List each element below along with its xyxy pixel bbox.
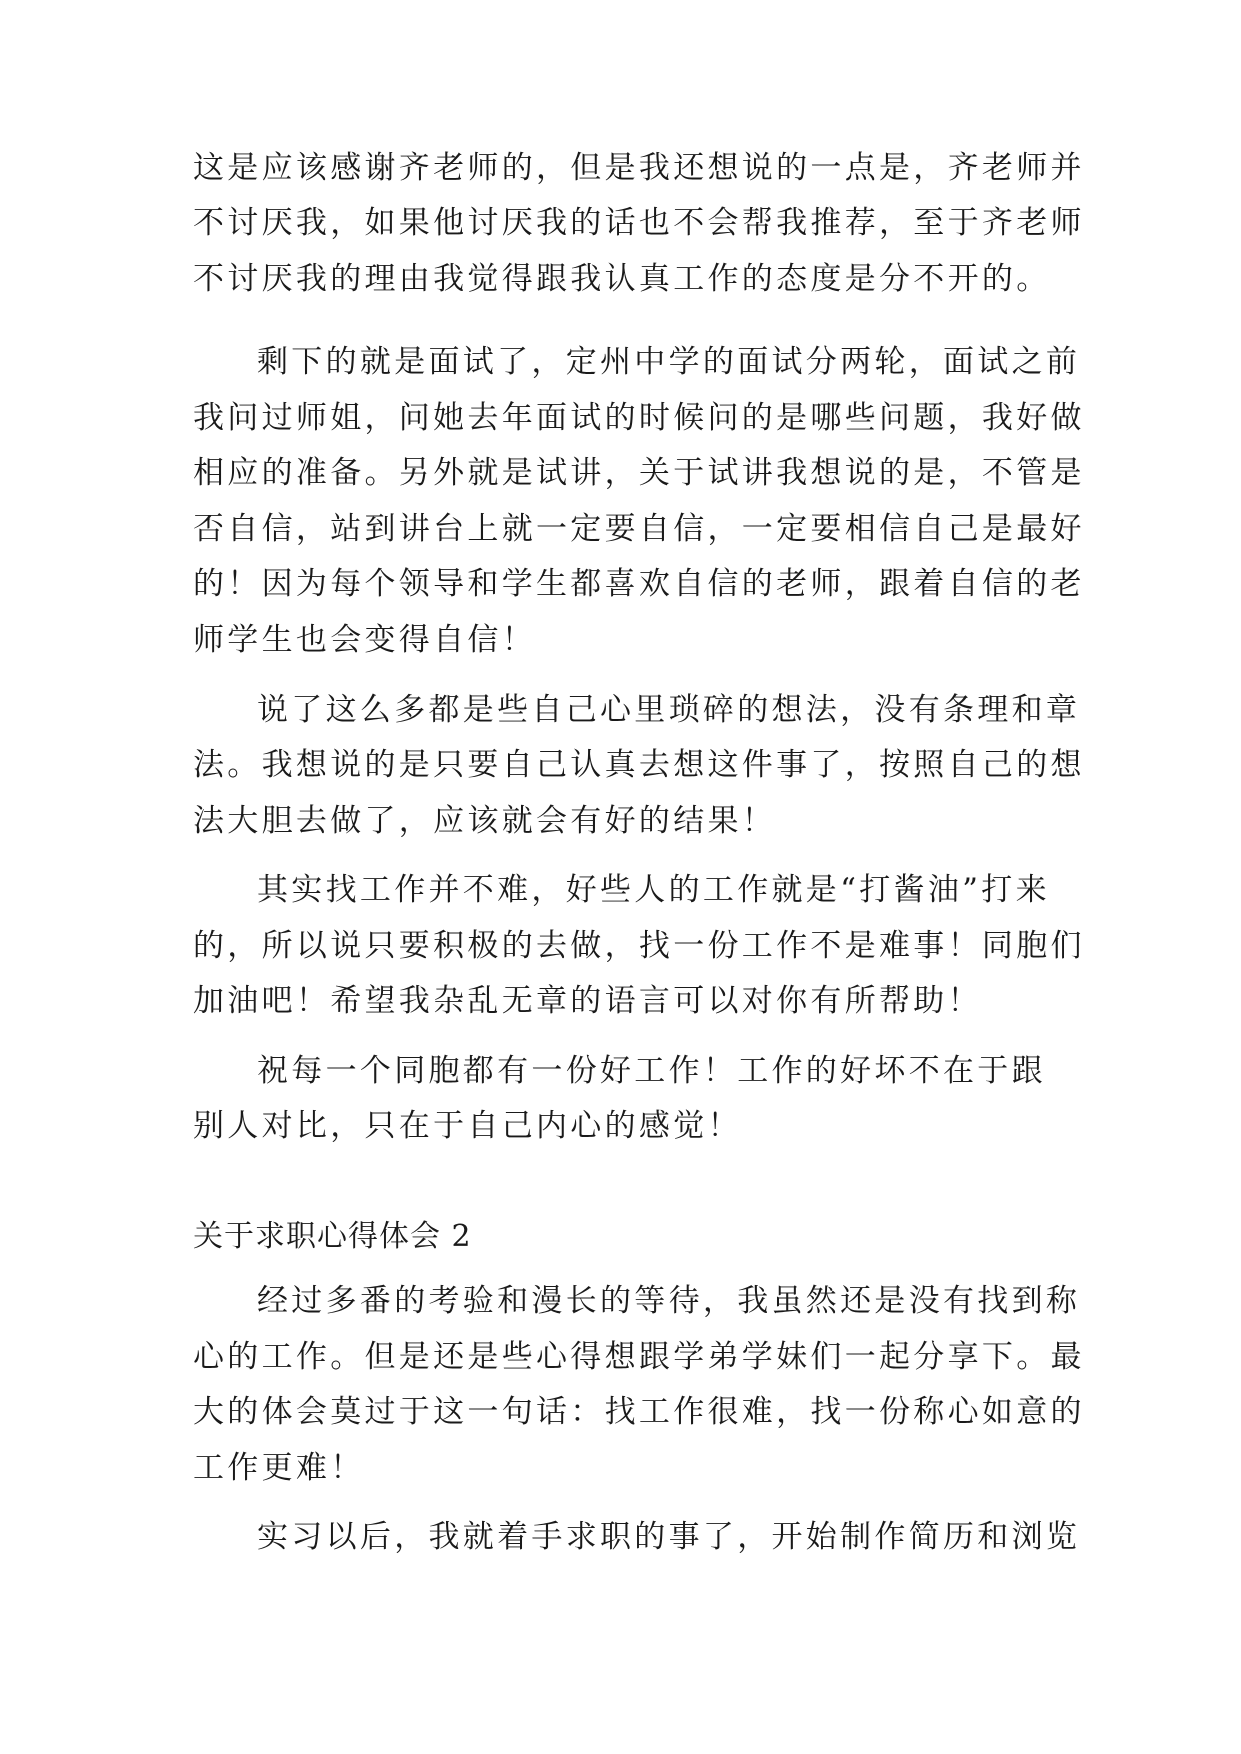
text-line: 法。我想说的是只要自己认真去想这件事了，按照自己的想	[193, 747, 1085, 783]
text-line: 不讨厌我，如果他讨厌我的话也不会帮我推荐，至于齐老师	[193, 205, 1085, 241]
paragraph-first-line: 祝每一个同胞都有一份好工作！工作的好坏不在于跟	[257, 1053, 1046, 1089]
text-line: 的，所以说只要积极的去做，找一份工作不是难事！同胞们	[193, 928, 1085, 964]
paragraph-first-line: 剩下的就是面试了，定州中学的面试分两轮，面试之前	[257, 344, 1081, 380]
text-line: 工作更难！	[193, 1450, 365, 1486]
text-line: 心的工作。但是还是些心得想跟学弟学妹们一起分享下。最	[193, 1339, 1085, 1375]
text-line: 的！因为每个领导和学生都喜欢自信的老师，跟着自信的老	[193, 566, 1085, 602]
text-line: 法大胆去做了，应该就会有好的结果！	[193, 803, 777, 839]
text-line: 我问过师姐，问她去年面试的时候问的是哪些问题，我好做	[193, 400, 1085, 436]
paragraph-first-line: 其实找工作并不难，好些人的工作就是“打酱油”打来	[257, 872, 1050, 908]
text-line: 不讨厌我的理由我觉得跟我认真工作的态度是分不开的。	[193, 261, 1051, 297]
paragraph-first-line: 说了这么多都是些自己心里琐碎的想法，没有条理和章	[257, 692, 1081, 728]
paragraph-first-line: 实习以后，我就着手求职的事了，开始制作简历和浏览	[257, 1519, 1081, 1555]
text-line: 师学生也会变得自信！	[193, 622, 536, 658]
text-line: 大的体会莫过于这一句话：找工作很难，找一份称心如意的	[193, 1394, 1085, 1430]
text-line: 相应的准备。另外就是试讲，关于试讲我想说的是，不管是	[193, 455, 1085, 491]
text-line: 这是应该感谢齐老师的，但是我还想说的一点是，齐老师并	[193, 150, 1085, 186]
section-heading: 关于求职心得体会 2	[193, 1219, 472, 1254]
text-line: 别人对比，只在于自己内心的感觉！	[193, 1108, 742, 1144]
paragraph-first-line: 经过多番的考验和漫长的等待，我虽然还是没有找到称	[257, 1283, 1081, 1319]
text-line: 加油吧！希望我杂乱无章的语言可以对你有所帮助！	[193, 983, 982, 1019]
text-line: 否自信，站到讲台上就一定要自信，一定要相信自己是最好	[193, 511, 1085, 547]
